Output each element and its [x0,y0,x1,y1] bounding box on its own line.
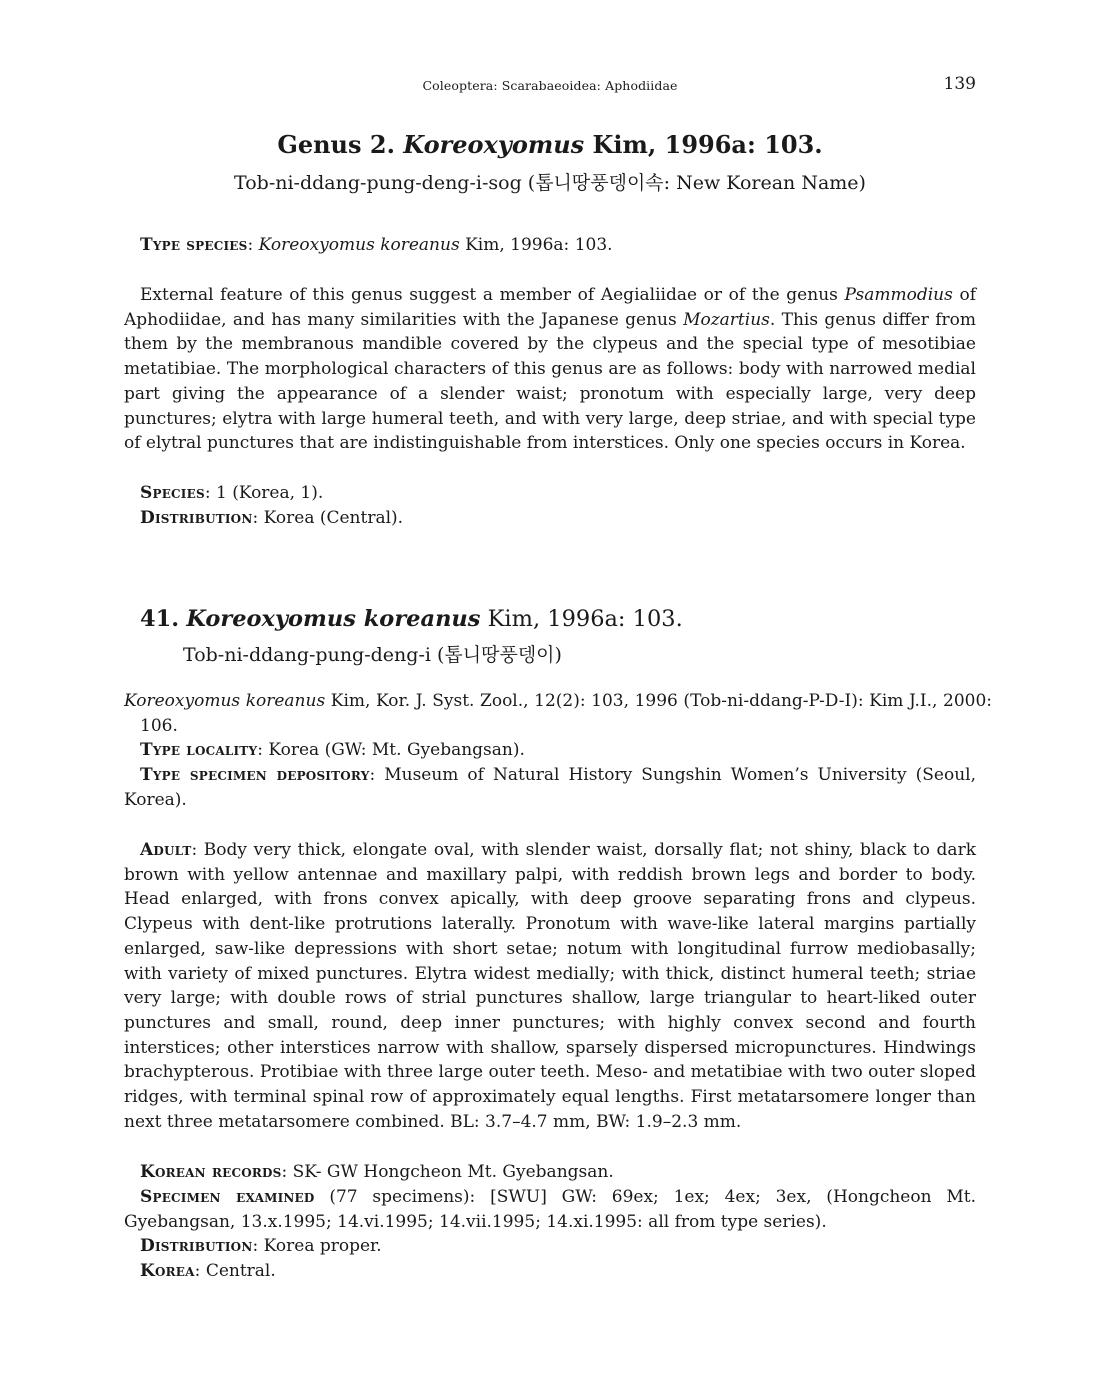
type-species: Type species: Koreoxyomus koreanus Kim, 1996a: 103. [140,235,613,255]
type-depository-value: Museum of Natural History Sungshin Women’s University (Seoul, Korea). [124,765,976,810]
species-distribution-value: Korea proper. [263,1236,382,1256]
page-number: 139 [943,74,976,94]
type-species-authority: Kim, 1996a: 103. [465,235,613,255]
genus-distribution-label: Distribution [140,508,253,528]
specimen-value: [SWU] GW: 69ex; 1ex; 4ex; 3ex, (Hongcheon Mt. Gyebangsan, 13.x.1995; 14.vi.1995; 14.vii.1995; 14.xi.1995: all from type series). [124,1187,977,1232]
specimen-label: Specimen examined [140,1187,315,1207]
genus-number: Genus 2. [277,130,395,159]
specimen-count: (77 specimens): [329,1187,476,1207]
genus-korean-romanized: Tob-ni-ddang-pung-deng-i-sog [234,172,522,194]
korean-records-label: Korean records [140,1162,282,1182]
type-species-label: Type species [140,235,248,255]
genus-species-count: Species: 1 (Korea, 1). [140,483,324,503]
korea-region: Korea: Central. [140,1261,276,1281]
korea-value: Central. [205,1261,276,1281]
genus-distribution: Distribution: Korea (Central). [140,508,404,528]
species-authority: Kim, 1996a: 103. [487,606,683,632]
species-distribution-label: Distribution [140,1236,253,1256]
species-korean-romanized: Tob-ni-ddang-pung-deng-i [183,644,431,666]
type-locality-value: Korea (GW: Mt. Gyebangsan). [268,740,525,760]
genus-korean-hangul: 톱니땅풍뎅이속 [535,172,664,194]
genus-description-genus-1: Psammodius [844,285,953,305]
type-depository: Type specimen depository: Museum of Natural History Sungshin Women’s University (Seoul, Korea). [124,765,976,810]
citation-text: Kim, Kor. J. Syst. Zool., 12(2): 103, 1996 (Tob-ni-ddang-P-D-I): Kim J.I., 2000: 106. [140,691,992,736]
adult-description: Adult: Body very thick, elongate oval, with slender waist, dorsally flat; not shiny, black to dark brown with yellow antennae and maxillary palpi, with reddish brown legs and border to body. Head enlarged, with frons convex apically, with deep groove separating frons and clypeus. Clypeus with dent-like protrutions laterally. Pronotum with wave-like lateral margins partially enlarged, saw-like depressions with short setae; notum with longitudinal furrow mediobasally; with variety of mixed punctures. Elytra widest medially; with thick, distinct humeral teeth; striae very large; with double rows of strial punctures shallow, large triangular to heart-liked outer punctures and small, round, deep inner punctures; with highly convex second and fourth interstices; other interstices narrow with shallow, sparsely dispersed micropunctures. Hindwings brachypterous. Protibiae with three large outer teeth. Meso- and metatibiae with two outer sloped ridges, with terminal spinal row of approximately equal lengths. First metatarsomere longer than next three metatarsomere combined. BL: 3.7–4.7 mm, BW: 1.9–2.3 mm. [124,840,976,1132]
genus-heading [124,130,976,159]
species-heading [140,606,683,632]
korea-label: Korea [140,1261,195,1281]
genus-description-genus-2: Mozartius [683,309,770,330]
korean-records-value: SK- GW Hongcheon Mt. Gyebangsan. [292,1162,614,1182]
species-name: Koreoxyomus koreanus [186,606,481,632]
genus-name: Koreoxyomus [403,130,585,159]
species-value: 1 (Korea, 1). [215,483,324,503]
species-number: 41. [140,606,180,632]
type-locality-label: Type locality [140,740,258,760]
genus-distribution-value: Korea (Central). [263,508,404,528]
genus-authority: Kim, 1996a: 103. [592,130,823,159]
genus-description-text-3: . This genus differ from them by the membranous mandible covered by the clypeus and the special type of mesotibiae metatibiae. The morphological characters of this genus are as follows: body with narrowed medial part giving the appearance of a slender waist; pronotum with especially large, very deep punctures; elytra with large humeral teeth, and with very large, deep striae, and with special type of elytral punctures that are indistinguishable from interstices. Only one species occurs in Korea. [124,309,977,454]
adult-text: Body very thick, elongate oval, with slender waist, dorsally flat; not shiny, black to dark brown with yellow antennae and maxillary palpi, with reddish brown legs and border to body. Head enlarged, with frons convex apically, with deep groove separating frons and clypeus. Clypeus with dent-like protrutions laterally. Pronotum with wave-like lateral margins partially enlarged, saw-like depressions with short setae; notum with longitudinal furrow mediobasally; with variety of mixed punctures. Elytra widest medially; with thick, distinct humeral teeth; striae very large; with double rows of strial punctures shallow, large triangular to heart-liked outer punctures and small, round, deep inner punctures; with highly convex second and fourth interstices; other interstices narrow with shallow, sparsely dispersed micropunctures. Hindwings brachypterous. Protibiae with three large outer teeth. Meso- and metatibiae with two outer sloped ridges, with terminal spinal row of approximately equal lengths. First metatarsomere longer than next three metatarsomere combined. BL: 3.7–4.7 mm, BW: 1.9–2.3 mm. [124,840,976,1132]
specimen-examined [124,1185,976,1234]
genus-korean-note: : New Korean Name) [663,172,866,194]
genus-description-text-1: External feature of this genus suggest a member of Aegialiidae or of the genus [140,285,845,305]
genus-description [124,283,976,456]
genus-description-text-2: of Aphodiidae, and has many similarities with the Japanese genus [124,285,976,330]
genus-korean-name: Tob-ni-ddang-pung-deng-i-sog (톱니땅풍뎅이속: New Korean Name) [234,172,866,194]
species-korean-hangul: 톱니땅풍뎅이 [444,644,555,666]
species-citation [124,689,992,738]
citation-name: Koreoxyomus koreanus [124,691,326,711]
running-title: Coleoptera: Scarabaeoidea: Aphodiidae [422,78,678,93]
type-species-name: Koreoxyomus koreanus [258,235,460,255]
species-label: Species [140,483,205,503]
species-distribution: Distribution: Korea proper. [140,1236,382,1256]
korean-records: Korean records: SK- GW Hongcheon Mt. Gyebangsan. [140,1162,614,1182]
species-korean-name: Tob-ni-ddang-pung-deng-i (톱니땅풍뎅이) [183,644,562,666]
type-locality: Type locality: Korea (GW: Mt. Gyebangsan). [140,740,525,760]
adult-label: Adult [140,840,192,860]
type-depository-label: Type specimen depository [140,765,370,785]
